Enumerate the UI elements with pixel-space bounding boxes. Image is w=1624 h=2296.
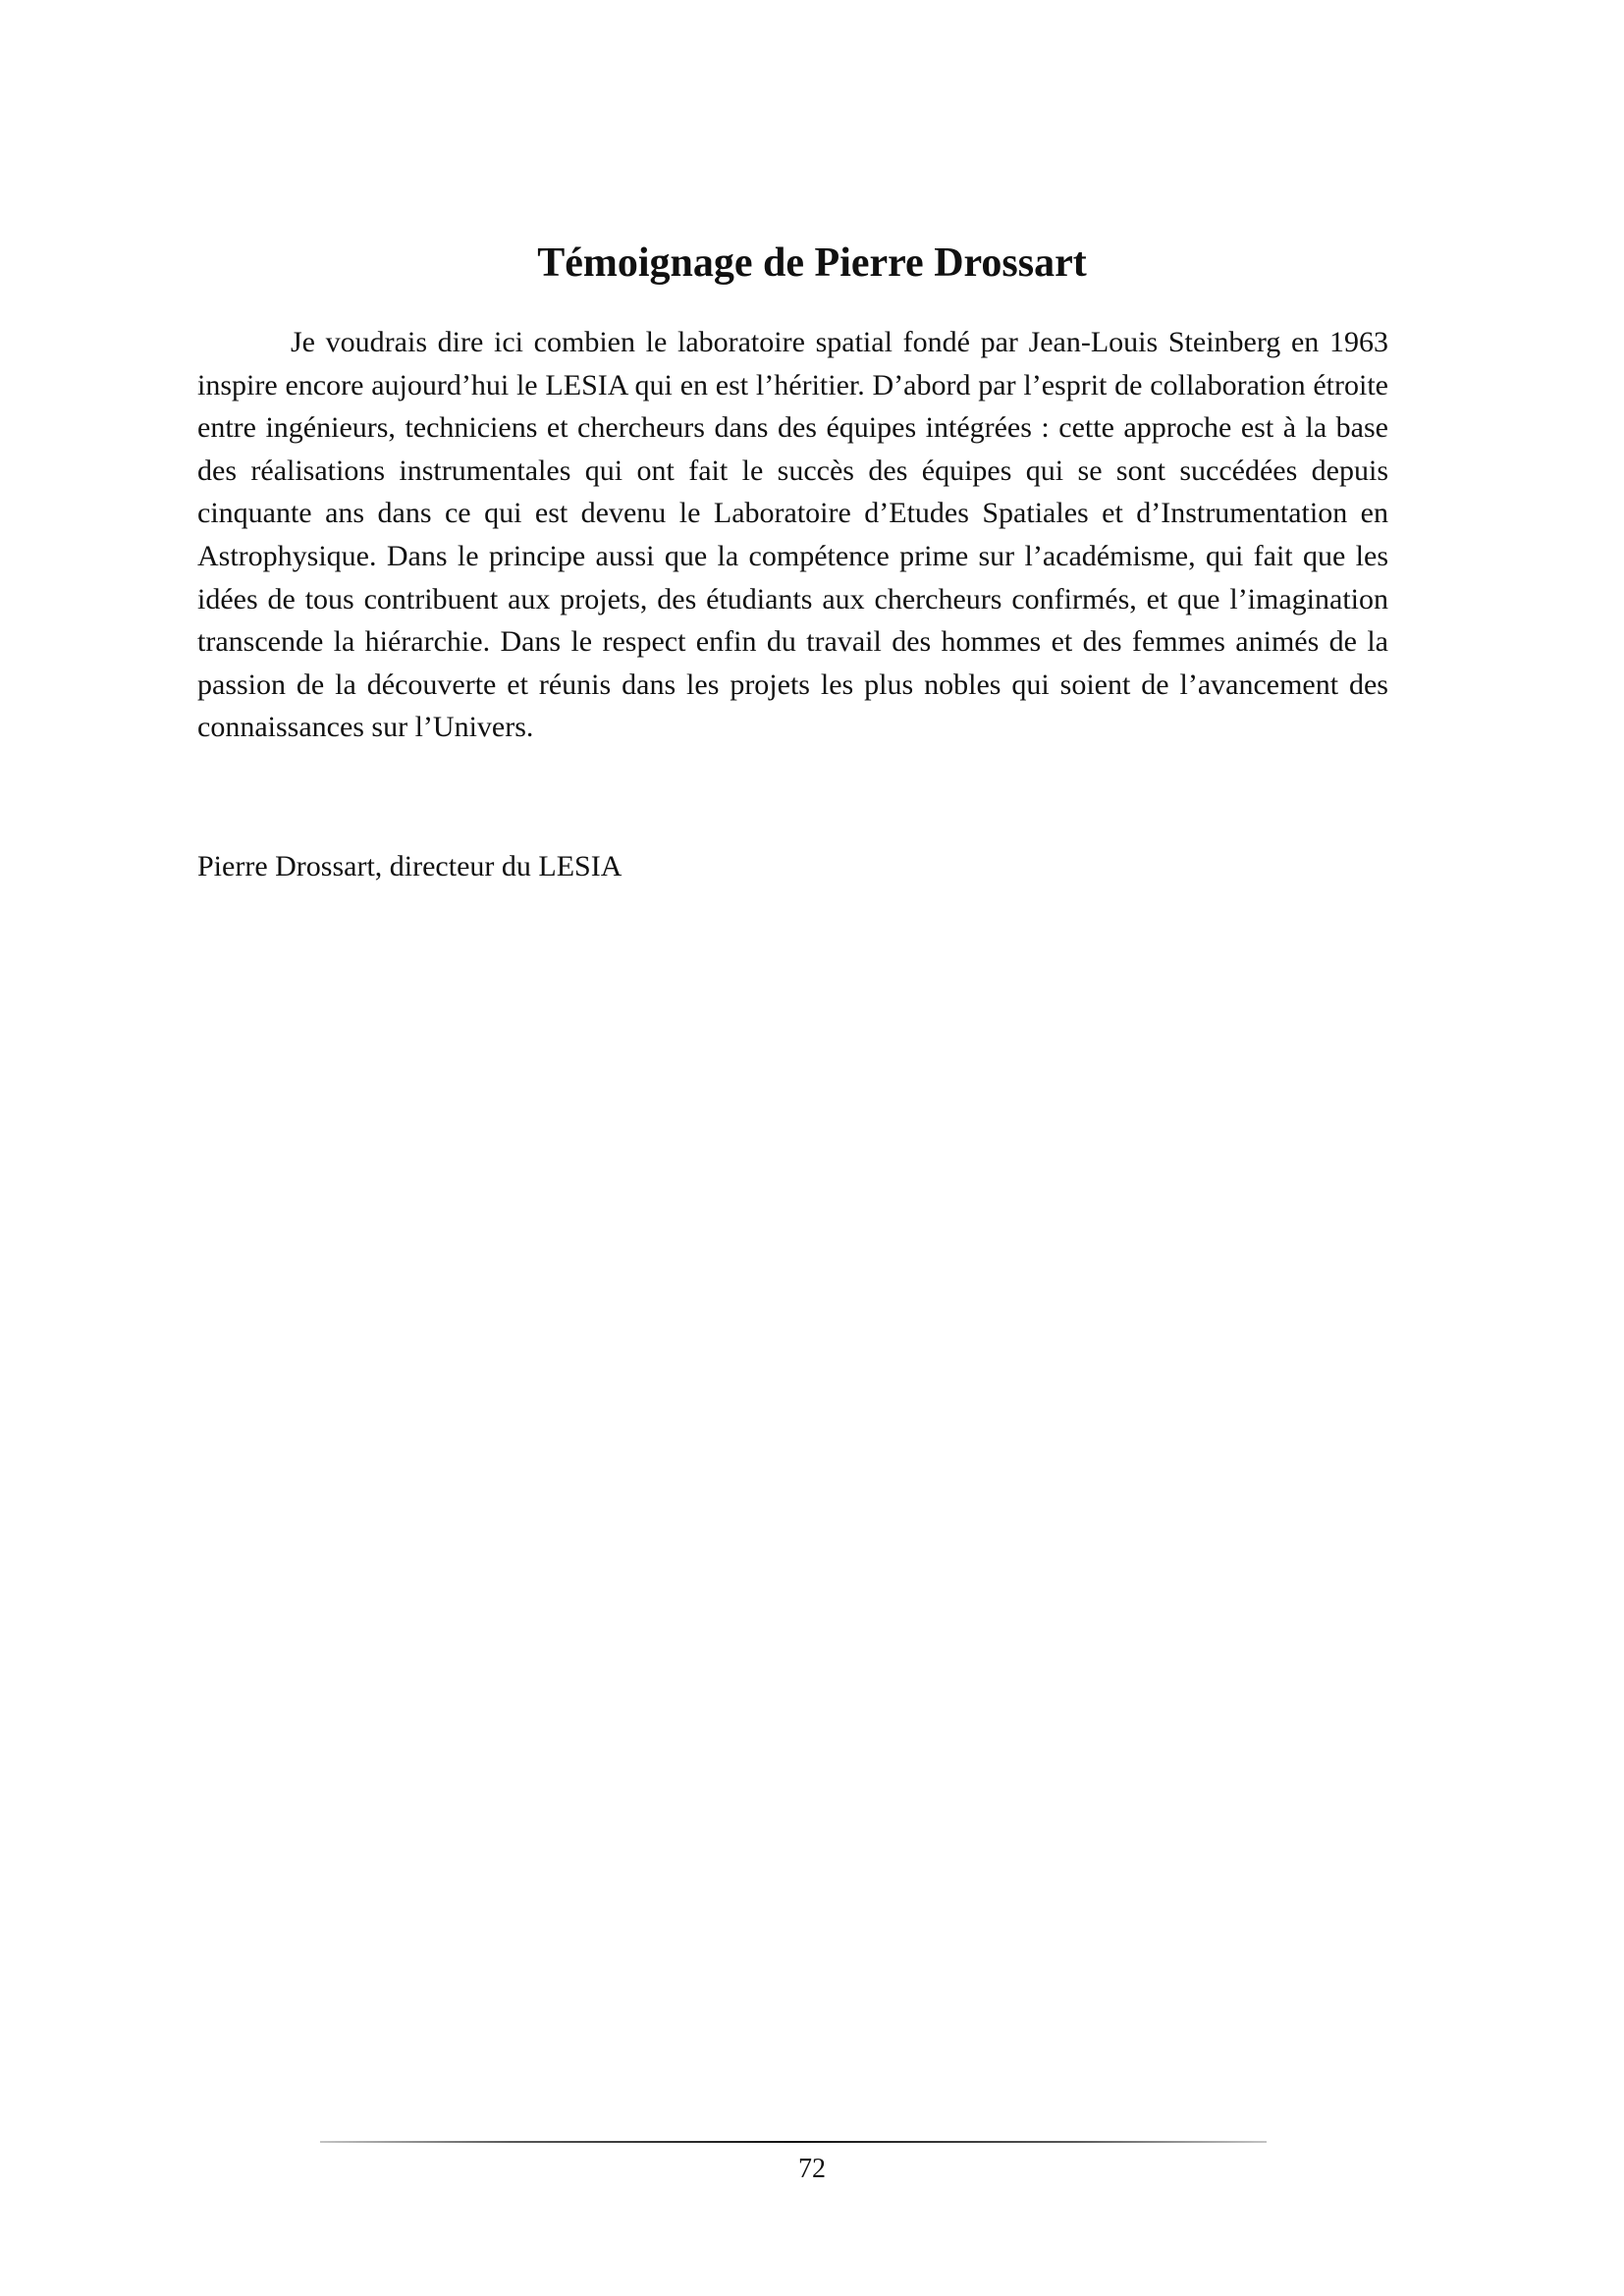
page-title: Témoignage de Pierre Drossart (537, 240, 1087, 286)
testimony-paragraph: Je voudrais dire ici combien le laboratoire spatial fondé par Jean-Louis Steinberg en 1963 inspire encore aujourd’hui le LESIA qui en est l’héritier. D’abord par l’esprit de collaboration étroite entre ingénieurs, techniciens et chercheurs dans des équipes intégrées : cette approche est à la base des réalisations instrumentales qui ont fait le succès des équipes qui se sont succédées depuis cinquante ans dans ce qui est devenu le Laboratoire d’Etudes Spatiales et d’Instrumentation en Astrophysique. Dans le principe aussi que la compétence prime sur l’académisme, qui fait que les idées de tous contribuent aux projets, des étudiants aux chercheurs confirmés, et que l’imagination transcende la hiérarchie. Dans le respect enfin du travail des hommes et des femmes animés de la passion de la découverte et réunis dans les projets les plus nobles qui soient de l’avancement des connaissances sur l’Univers. (197, 326, 1388, 744)
signature: Pierre Drossart, directeur du LESIA (197, 850, 623, 882)
footer-divider (320, 2141, 1267, 2143)
page-number: 72 (798, 2154, 826, 2184)
